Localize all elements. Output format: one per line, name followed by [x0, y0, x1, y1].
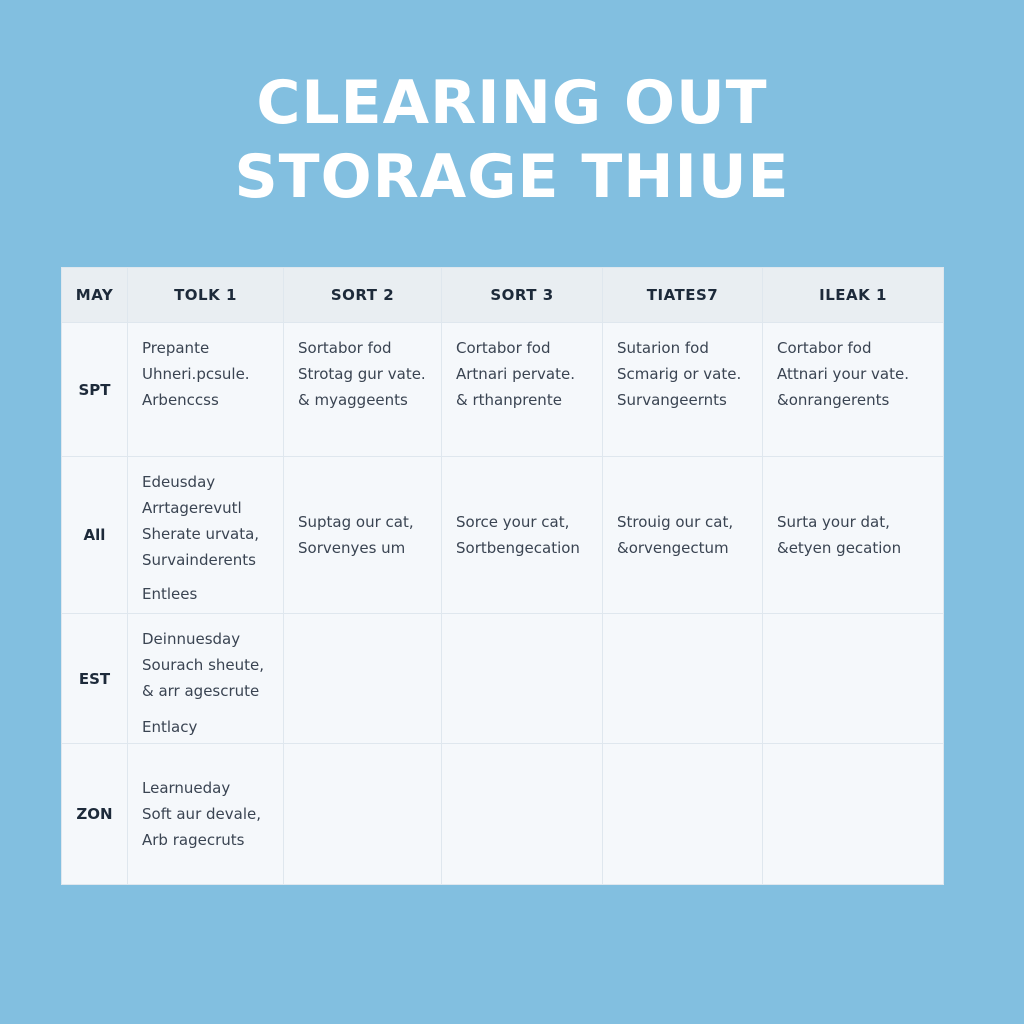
column-header: TIATES7 [603, 268, 763, 323]
cell-line: Sortbengecation [456, 539, 580, 557]
column-header: SORT 3 [442, 268, 603, 323]
cell-line: Artnari pervate. [456, 365, 575, 383]
table-cell [128, 614, 284, 744]
cell-line: Sherate urvata, [142, 525, 260, 543]
table-cell [763, 457, 944, 614]
header-row [62, 268, 944, 323]
cell-line: Attnari your vate. [777, 365, 910, 383]
table-row [62, 323, 944, 457]
cell-line: Cortabor fod [456, 339, 551, 357]
table-row [62, 457, 944, 614]
title-line-2: STORAGE THIUE [234, 142, 790, 212]
row-label: All [62, 457, 128, 614]
row-label: SPT [62, 323, 128, 457]
cell-line: Learnueday [142, 779, 231, 797]
cell-line: Sorvenyes um [298, 539, 406, 557]
cell-line: & rthanprente [456, 391, 562, 409]
schedule-table [61, 267, 944, 885]
cell-line: Deinnuesday [142, 630, 241, 648]
cell-line: Entlees [142, 585, 198, 603]
cell-line: Sorce your cat, [456, 513, 570, 531]
table-cell [284, 457, 442, 614]
column-header: MAY [62, 268, 128, 323]
table-cell [603, 744, 763, 885]
cell-line: Edeusday [142, 473, 216, 491]
cell-line: Sourach sheute, [142, 656, 265, 674]
table-cell [284, 614, 442, 744]
table-cell [603, 614, 763, 744]
table-cell [442, 744, 603, 885]
table-cell [442, 457, 603, 614]
cell-line: Survainderents [142, 551, 256, 569]
column-header: SORT 2 [284, 268, 442, 323]
table-cell [603, 323, 763, 457]
cell-line: & arr agescrute [142, 682, 260, 700]
cell-line: Cortabor fod [777, 339, 872, 357]
table-cell [603, 457, 763, 614]
cell-line: Surta your dat, [777, 513, 890, 531]
cell-line: Suptag our cat, [298, 513, 414, 531]
table-cell [284, 744, 442, 885]
cell-line: Entlacy [142, 718, 198, 736]
cell-line: Scmarig or vate. [617, 365, 742, 383]
table-row [62, 744, 944, 885]
cell-line: Strotag gur vate. [298, 365, 426, 383]
cell-line: Arbenccss [142, 391, 219, 409]
column-header: ILEAK 1 [763, 268, 944, 323]
cell-line: & myaggeents [298, 391, 408, 409]
title-line-1: CLEARING OUT [256, 68, 768, 138]
table-row [62, 614, 944, 744]
cell-line: Uhneri.pcsule. [142, 365, 250, 383]
column-header: TOLK 1 [128, 268, 284, 323]
cell-line: Sortabor fod [298, 339, 392, 357]
cell-line: Arrtagerevutl [142, 499, 242, 517]
row-label: ZON [62, 744, 128, 885]
table-cell [442, 323, 603, 457]
table-cell [128, 457, 284, 614]
cell-line: Survangeernts [617, 391, 727, 409]
page-title [0, 66, 1024, 214]
table-cell [284, 323, 442, 457]
row-label: EST [62, 614, 128, 744]
cell-line: &etyen gecation [777, 539, 902, 557]
cell-line: Arb ragecruts [142, 831, 245, 849]
table-cell [763, 323, 944, 457]
table-cell [763, 744, 944, 885]
table-cell [128, 744, 284, 885]
table-cell [442, 614, 603, 744]
table-cell [763, 614, 944, 744]
cell-line: Strouig our cat, [617, 513, 734, 531]
cell-line: &onrangerents [777, 391, 890, 409]
cell-line: Prepante [142, 339, 210, 357]
cell-line: &orvengectum [617, 539, 729, 557]
cell-line: Soft aur devale, [142, 805, 261, 823]
cell-line: Sutarion fod [617, 339, 709, 357]
table-cell [128, 323, 284, 457]
